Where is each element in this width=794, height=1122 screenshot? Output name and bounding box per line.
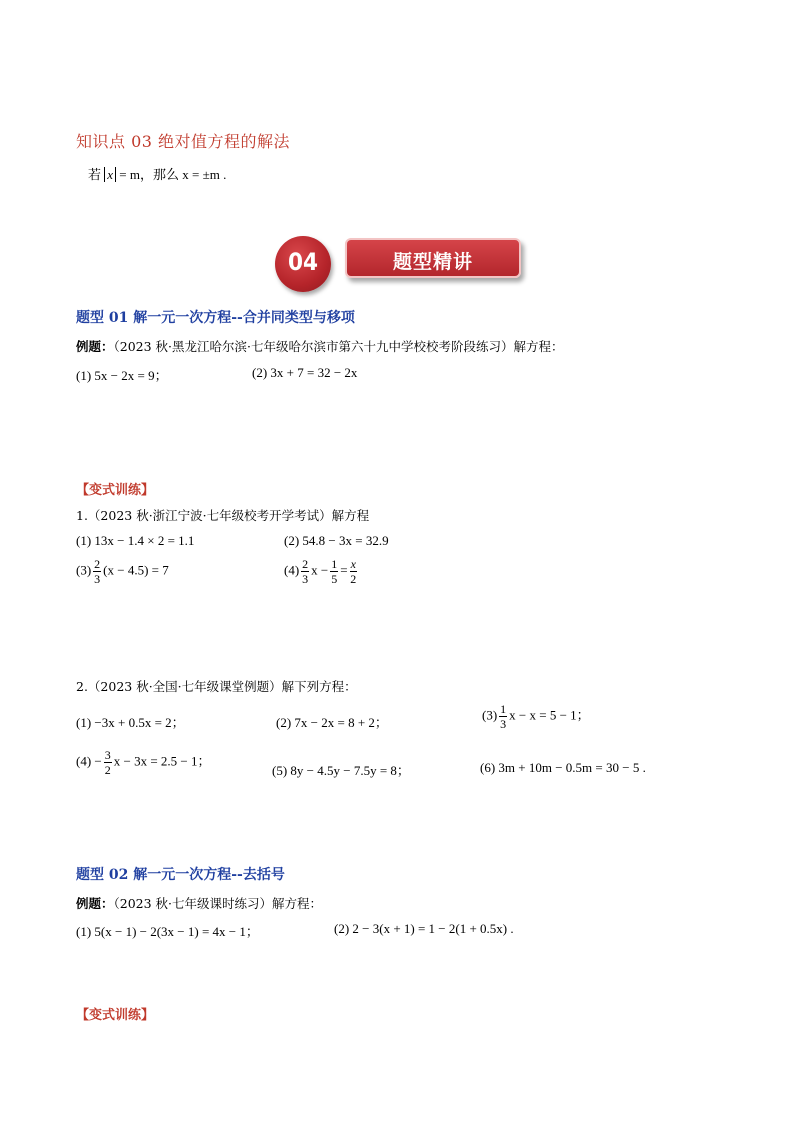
q1-d-equals: =: [340, 562, 348, 578]
q1-c-rest: (x − 4.5) = 7: [103, 562, 169, 578]
q1-d-index: (4): [284, 562, 300, 578]
type1-eq1: (1) 5x − 2x = 9；: [76, 368, 168, 383]
q1-d: [284, 558, 359, 585]
q1-d-fraction2: $\frac{1}{5}$: [331, 557, 338, 586]
q2-a: (1) −3x + 0.5x = 2；: [76, 715, 185, 730]
q1-c-fraction: $\frac{2}{3}$: [94, 557, 101, 586]
q2-c-fraction: $\frac{1}{3}$: [500, 702, 507, 731]
q1-c-index: (3): [76, 562, 92, 578]
q1-c: [76, 558, 169, 585]
section-number: 04: [287, 248, 319, 276]
example-label: 例题：: [76, 339, 114, 354]
type1-eq2: (2) 3x + 7 = 32 − 2x: [252, 365, 358, 380]
q2-f: (6) 3m + 10m − 0.5m = 30 − 5 .: [480, 760, 646, 775]
q1-d-mid: x −: [311, 562, 329, 578]
q1-stem: 1.（2023 秋·浙江宁波·七年级校考开学考试）解方程: [76, 508, 370, 523]
section-label-bar: [345, 238, 521, 278]
q1-d-fraction3: $\frac{x}{2}$: [350, 557, 357, 586]
type2-title: 题型 02 解一元一次方程--去括号: [76, 867, 285, 883]
q2-c-rest: x − x = 5 − 1；: [509, 707, 590, 723]
knowledge-point-title: 知识点 03 绝对值方程的解法: [76, 132, 291, 151]
type1-title: 题型 01 解一元一次方程--合并同类型与移项: [76, 310, 355, 326]
rule-prefix: 若: [88, 167, 102, 182]
q2-d: [76, 749, 211, 776]
section-number-badge: [271, 236, 333, 292]
section-banner: [271, 234, 523, 292]
q2-c-index: (3): [482, 707, 498, 723]
q1-b: (2) 54.8 − 3x = 32.9: [284, 533, 389, 548]
type2-eq1: (1) 5(x − 1) − 2(3x − 1) = 4x − 1；: [76, 924, 259, 939]
type2-example: [76, 894, 322, 912]
abs-value-expression: x: [104, 167, 116, 182]
q2-c: [482, 703, 590, 730]
q2-stem: 2.（2023 秋·全国·七年级课堂例题）解下列方程：: [76, 679, 357, 694]
example-label: 例题：: [76, 896, 114, 911]
q2-d-rest: x − 3x = 2.5 − 1；: [113, 753, 211, 769]
q2-e: (5) 8y − 4.5y − 7.5y = 8；: [272, 763, 410, 778]
q2-d-fraction: $\frac{3}{2}$: [104, 748, 111, 777]
q2-d-index: (4) −: [76, 753, 102, 769]
type1-example: [76, 337, 564, 355]
section-label: 题型精讲: [392, 251, 473, 273]
type1-variant-label: 【变式训练】: [76, 483, 155, 498]
type2-variant-label: 【变式训练】: [76, 1008, 155, 1023]
knowledge-point-rule: [88, 164, 226, 183]
q1-a: (1) 13x − 1.4 × 2 = 1.1: [76, 533, 195, 548]
example-text: （2023 秋·七年级课时练习）解方程：: [113, 896, 323, 911]
q1-d-fraction1: $\frac{2}{3}$: [302, 557, 309, 586]
type2-eq2: (2) 2 − 3(x + 1) = 1 − 2(1 + 0.5x) .: [334, 921, 514, 936]
example-text: （2023 秋·黑龙江哈尔滨·七年级哈尔滨市第六十九中学校校考阶段练习）解方程：: [113, 339, 564, 354]
q2-b: (2) 7x − 2x = 8 + 2；: [276, 715, 388, 730]
rule-body: = m，那么 x = ±m .: [116, 167, 227, 182]
